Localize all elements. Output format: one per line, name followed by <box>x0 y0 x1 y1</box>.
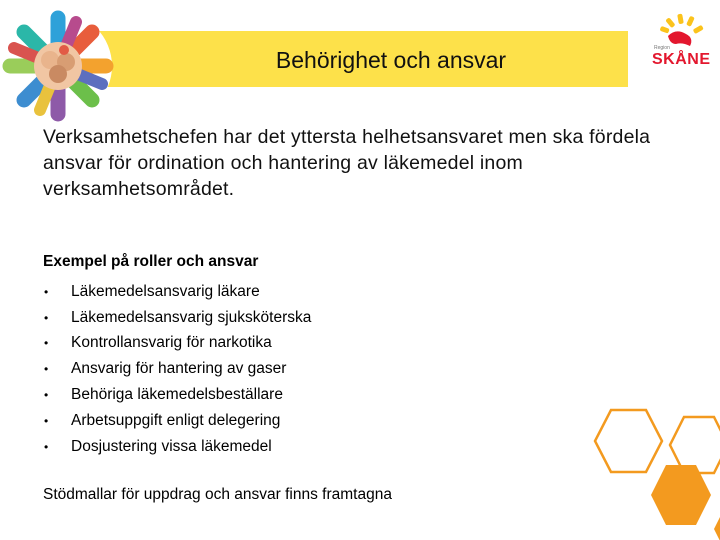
bullet-icon: • <box>44 336 49 351</box>
intro-paragraph: Verksamhetschefen har det yttersta helhetsansvaret men ska fördela ansvar för ordination och hantering av läkemedel inom verksamhetsområdet. <box>43 126 651 200</box>
role-label: Kontrollansvarig för narkotika <box>71 334 272 352</box>
list-item <box>43 356 311 382</box>
role-label: Ansvarig för hantering av gaser <box>71 360 287 378</box>
bullet-icon: • <box>44 439 49 454</box>
role-label: Behöriga läkemedelsbeställare <box>71 386 283 404</box>
logo-small-text: Region <box>654 45 670 51</box>
hexagon-decoration-icon <box>588 405 720 540</box>
list-item <box>43 331 311 357</box>
footer-note: Stödmallar för uppdrag och ansvar finns framtagna <box>43 486 392 503</box>
teamwork-hands-icon <box>2 10 114 122</box>
examples-heading: Exempel på roller och ansvar <box>43 253 259 270</box>
list-item <box>43 279 311 305</box>
bullet-icon: • <box>44 388 49 403</box>
list-item <box>43 408 311 434</box>
bullet-icon: • <box>44 310 49 325</box>
bullet-icon: • <box>44 284 49 299</box>
bullet-icon: • <box>44 362 49 377</box>
logo-big-text: SKÅNE <box>652 51 711 68</box>
role-label: Arbetsuppgift enligt delegering <box>71 411 281 429</box>
bullet-icon: • <box>44 413 49 428</box>
list-item <box>43 382 311 408</box>
role-list <box>43 279 311 460</box>
title-bar <box>64 31 628 87</box>
list-item <box>43 305 311 331</box>
list-item <box>43 434 311 460</box>
role-label: Dosjustering vissa läkemedel <box>71 437 272 455</box>
region-skane-logo <box>648 12 712 68</box>
slide-title: Behörighet och ansvar <box>275 46 507 73</box>
role-label: Läkemedelsansvarig läkare <box>71 282 260 300</box>
region-skane-logo-icon <box>648 12 712 48</box>
role-label: Läkemedelsansvarig sjuksköterska <box>71 308 312 326</box>
